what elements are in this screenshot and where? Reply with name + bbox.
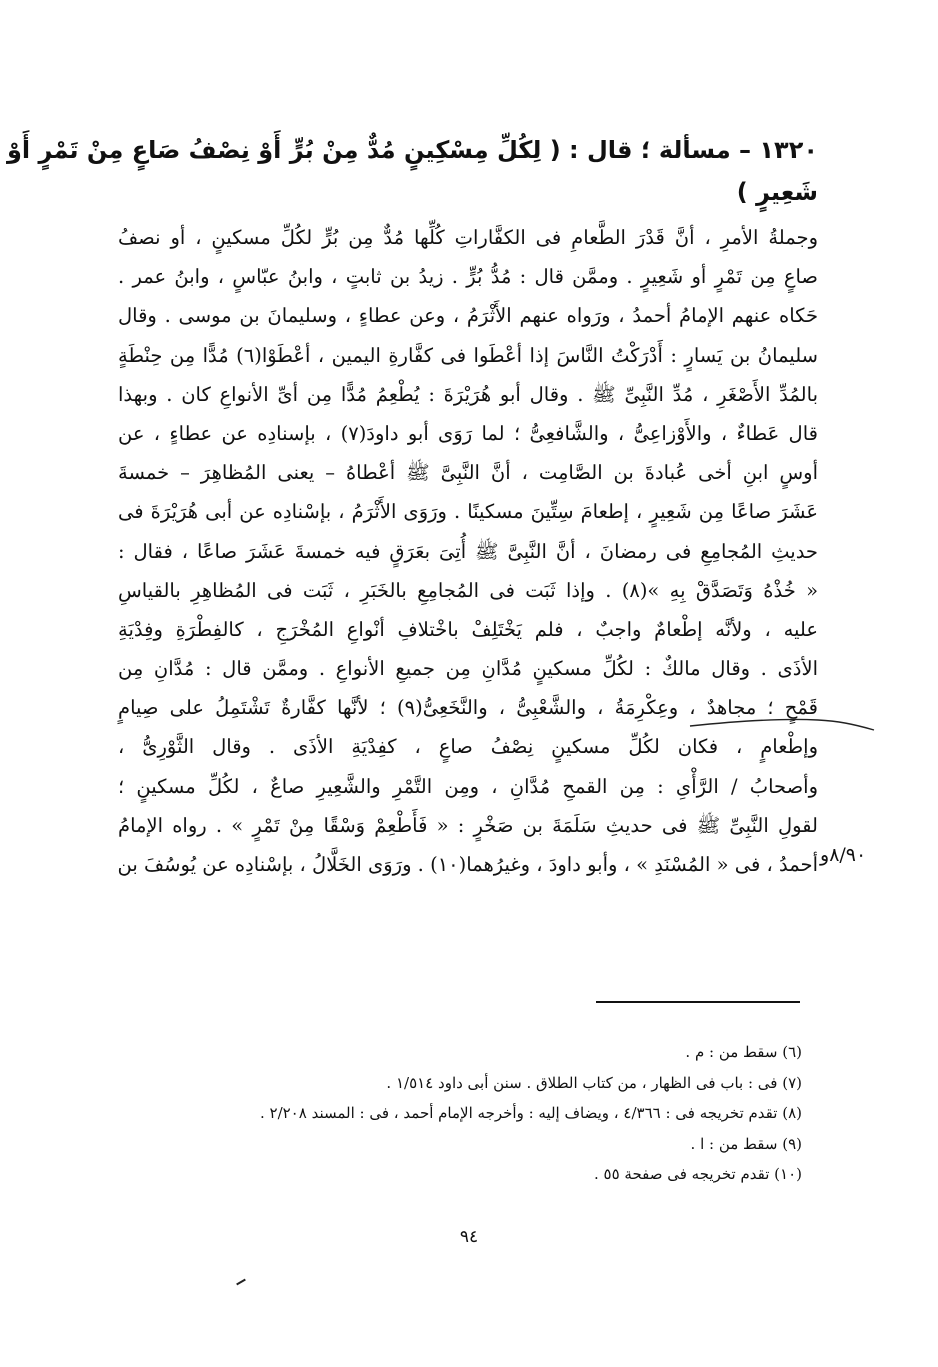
body-line: وإطْعامٍ ، فكان لكُلِّ مسكينٍ نِصْفُ صاعٍ ، كفِدْيَةِ الأذَى . وقال الثَّوْرِىُّ ،	[118, 735, 818, 759]
margin-folio-reference: ٨/٩٠و	[820, 844, 867, 866]
footnote: (١٠) تقدم تخريجه فى صفحة ٥٥ .	[593, 1165, 802, 1183]
issue-heading-line-1: ١٣٢٠ – مسألة ؛ قال : ( لِكُلِّ مِسْكِينٍ مُدٌّ مِنْ بُرٍّ أَوْ نِصْفُ صَاعٍ مِنْ تَمْرٍ أَوْ	[7, 136, 818, 164]
body-line: وأصحابُ / الرَّأْىِ : مِن القمحِ مُدَّانِ ، ومِن التَّمْرِ والشَّعِيرِ صاعٌ ، لكُلِّ مسكينٍ ؛	[118, 774, 818, 798]
body-line: أوسٍ ابنِ أخى عُبادةَ بن الصَّامِت ، أنَّ النَّبِىَّ ﷺ أعْطاهُ – يعنى المُظاهِرَ – خمسةَ	[118, 461, 818, 485]
body-line: الأذَى . وقال مالكٌ : لكُلِّ مسكينٍ مُدَّانِ مِن جميعِ الأنواعِ . وممَّن قال : مُدَّانِ مِن	[118, 657, 818, 681]
handwritten-underline-mark	[688, 700, 878, 760]
body-line: وجملةُ الأمرِ ، أنَّ قَدْرَ الطَّعامِ فى الكفَّاراتِ كُلِّها مُدٌّ مِن بُرٍّ لكُلِّ مسكينٍ ، أو نصفُ	[118, 226, 818, 249]
body-line: سليمانُ بن يَسارٍ : أَدْرَكْتُ النَّاسَ إذا أعْطَوا فى كفَّارةِ اليمين ، أعْطَوْا(٦) مُدًّا مِن حِنْطَةٍ	[118, 343, 818, 367]
body-line: « خُذْهُ وَتَصَدَّقْ بِهِ »(٨) . وإذا ثَبَت فى المُجامِعِ بالخَبَرِ ، ثَبَت فى المُظاهِرِ بالقياسِ	[118, 578, 818, 602]
body-line: حَكاه عنهم الإمامُ أحمدُ ، ورَواه عنهم الأَثْرَمُ ، وعن عطاءٍ ، وسليمانَ بن موسى . وقال	[118, 304, 818, 328]
body-line: لقولِ النَّبِىِّ ﷺ فى حديثِ سَلَمَةَ بن صَخْرٍ : « فَأَطْعِمْ وَسْقًا مِنْ تَمْرٍ » . رواه الإمامُ	[118, 813, 818, 837]
body-text	[118, 218, 818, 884]
issue-heading-line-2: شَعِيرٍ )	[736, 178, 818, 206]
footnote: (٩) سقط من : ا .	[690, 1134, 802, 1153]
footnote: (٨) تقدم تخريجه فى : ٤/٣٦٦ ، ويضاف إليه : وأخرجه الإمام أحمد ، فى : المسند ٢/٢٠٨ .	[259, 1104, 802, 1122]
body-line: بالمُدِّ الأَصْغَرِ ، مُدِّ النَّبِىِّ ﷺ . وقال أبو هُرَيْرَةَ : يُطْعِمُ مُدًّا مِن أىِّ الأنواعِ كان . وبهذا	[118, 382, 818, 406]
footnote: (٦) سقط من : م .	[685, 1043, 802, 1061]
body-line: حديثِ المُجامِعِ فى رمضانَ ، أنَّ النَّبِىَّ ﷺ أُتِىَ بعَرَقٍ فيه خمسةَ عَشَرَ صاعًا ، فقال :	[118, 539, 818, 563]
body-line: صاعٍ مِن تَمْرٍ أو شَعِيرٍ . وممَّن قال : مُدُّ بُرٍّ . زيدُ بن ثابتٍ ، وابنُ عبّاسٍ ، وابنُ عمر .	[118, 265, 818, 289]
body-line: عَشَرَ صاعًا مِن شَعِيرٍ ، إطعامَ سِتِّينَ مسكينًا . ورَوَى الأَثْرَمُ ، بإسْنادِه عن أبى هُرَيْرَةَ فى	[118, 500, 818, 524]
body-line: قَمْحٍ ؛ مجاهدٌ ، وعِكْرِمَةُ ، والشَّعْبِىُّ ، والنَّخَعِىُّ(٩) ؛ لأنَّها كفَّارةٌ تَشْتَمِلُ على صِيامٍ	[118, 696, 818, 720]
page-number: ٩٤	[459, 1227, 479, 1247]
footnote-divider	[596, 1001, 800, 1003]
footnote: (٧) فى : باب فى الظهار ، من كتاب الطلاق . سنن أبى داود ١/٥١٤ .	[386, 1073, 802, 1092]
body-line: أحمدُ ، فى « المُسْنَدِ » ، وأبو داودَ ، وغيرُهما(١٠) . ورَوَى الخَلَّالُ ، بإسْنادِه عن يُوسُفَ بن	[117, 853, 818, 876]
footnotes	[200, 1037, 802, 1190]
body-line: قال عَطاءٌ ، والأَوْزاعِىُّ ، والشَّافعِىُّ ؛ لما رَوَى أبو داودَ(٧) ، بإسنادِه عن عطاءٍ ، عن	[118, 421, 818, 445]
body-line: عليه ، ولأنَّه إطْعامٌ واجبٌ ، فلم يَخْتَلِفْ باخْتلافِ أنْواعِ المُخْرَجِ ، كالفِطْرَةِ وفِدْيَةِ	[118, 617, 818, 641]
scan-speck	[236, 1279, 246, 1286]
